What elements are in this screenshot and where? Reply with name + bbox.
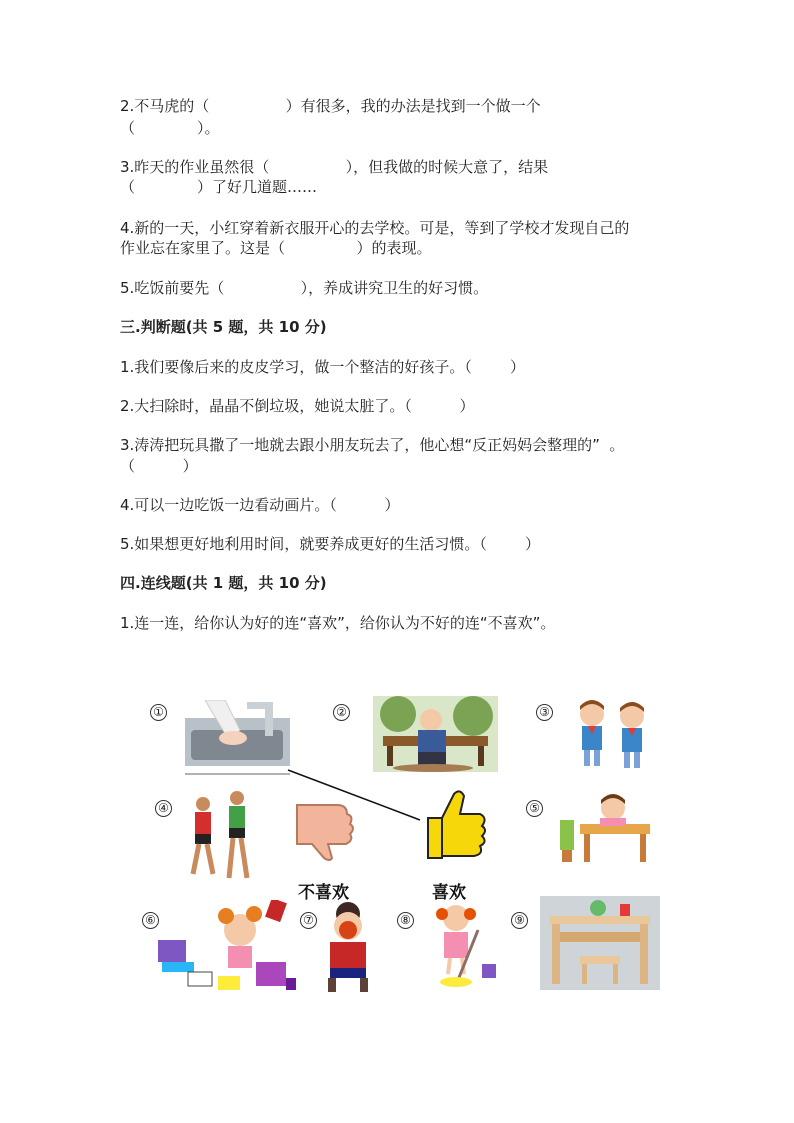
fill-item-3-line1: 3.昨天的作业虽然很（ ），但我做的时候大意了，结果 xyxy=(120,158,549,176)
number-9: ⑨ xyxy=(511,912,528,929)
fill-item-5: 5.吃饭前要先（ ），养成讲究卫生的好习惯。 xyxy=(120,279,489,297)
man-bench-picture xyxy=(373,696,498,772)
judge-item-3-bracket: （ ） xyxy=(120,457,198,475)
matching-figure xyxy=(140,690,680,1010)
number-3: ③ xyxy=(536,704,553,721)
number-8: ⑧ xyxy=(397,912,414,929)
section-4-heading: 四.连线题(共 1 题，共 10 分) xyxy=(120,574,327,592)
children-picture xyxy=(570,696,655,772)
girl-mopping-picture xyxy=(428,900,500,990)
judge-item-1: 1.我们要像后来的皮皮学习，做一个整洁的好孩子。（ ） xyxy=(120,358,525,376)
number-6: ⑥ xyxy=(142,912,159,929)
judge-item-5: 5.如果想更好地利用时间，就要养成更好的生活习惯。（ ） xyxy=(120,535,540,553)
boy-eating-picture xyxy=(318,900,376,995)
fill-item-4-line1: 4.新的一天，小红穿着新衣服开心的去学校。可是，等到了学校才发现自己的 xyxy=(120,219,630,237)
messy-room-picture xyxy=(158,900,298,998)
fill-item-2-line2: （ ）。 xyxy=(120,119,220,137)
judge-item-2: 2.大扫除时，晶晶不倒垃圾，她说太脏了。（ ） xyxy=(120,397,475,415)
number-7: ⑦ xyxy=(300,912,317,929)
handwashing-picture xyxy=(185,700,290,778)
tidy-desk-picture xyxy=(540,896,660,990)
number-4: ④ xyxy=(155,800,172,817)
number-2: ② xyxy=(333,704,350,721)
thumbs-up-icon xyxy=(420,788,490,863)
judge-item-3: 3.涛涛把玩具撒了一地就去跟小朋友玩去了，他心想“反正妈妈会整理的” 。 xyxy=(120,436,625,454)
thumbs-down-icon xyxy=(292,800,362,862)
like-label: 喜欢 xyxy=(432,883,466,903)
number-1: ① xyxy=(150,704,167,721)
matching-instruction: 1.连一连，给你认为好的连“喜欢”，给你认为不好的连“不喜欢”。 xyxy=(120,614,556,632)
fill-item-2-line1: 2.不马虎的（ ）有很多，我的办法是找到一个做一个 xyxy=(120,97,541,115)
dislike-label: 不喜欢 xyxy=(298,883,349,903)
section-3-heading: 三.判断题(共 5 题，共 10 分) xyxy=(120,318,327,336)
desk-child-picture xyxy=(558,790,653,864)
runners-picture xyxy=(185,790,260,888)
fill-item-3-line2: （ ）了好几道题…… xyxy=(120,178,317,196)
judge-item-4: 4.可以一边吃饭一边看动画片。（ ） xyxy=(120,496,400,514)
fill-item-4-line2: 作业忘在家里了。这是（ ）的表现。 xyxy=(120,239,432,257)
number-5: ⑤ xyxy=(526,800,543,817)
